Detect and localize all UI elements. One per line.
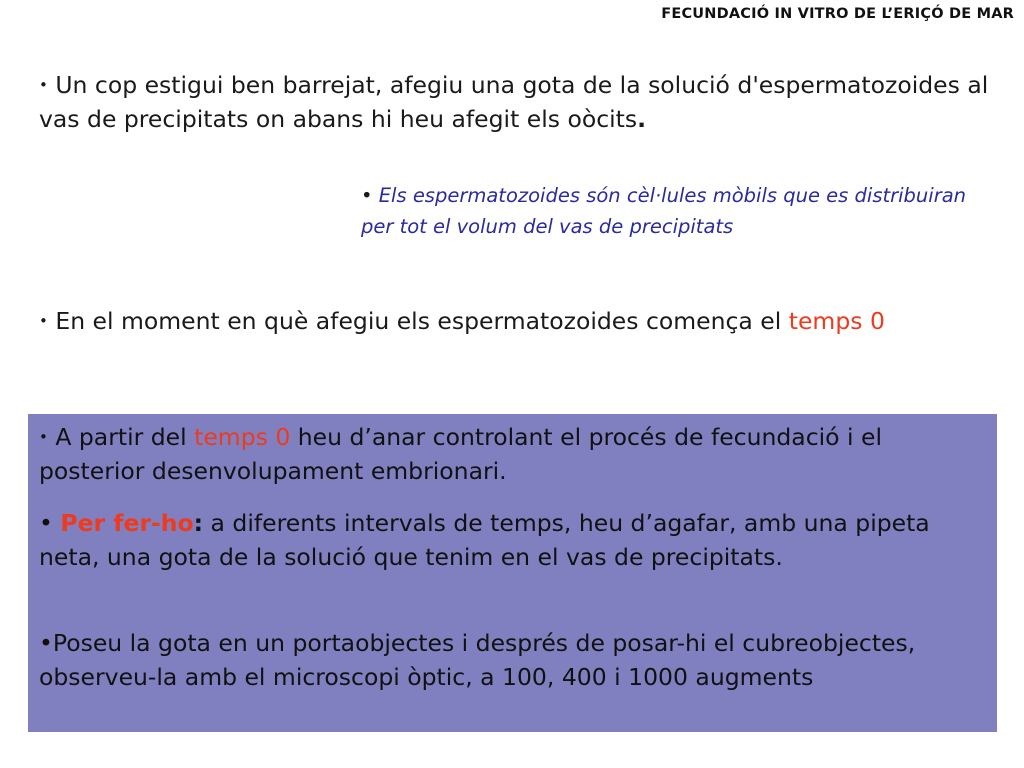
box-text: heu d’anar controlant el procés de fecundació i el posterior desenvolupament embrionari. [39, 423, 882, 485]
box-text: Poseu la gota en un portaobjectes i després de posar-hi el cubreobjectes, observeu-la amb el microscopi òptic, a 100, 400 i 1000 augments [39, 629, 916, 691]
procedure-colon: : [193, 509, 204, 537]
box-bullet-microscope [39, 626, 994, 694]
time-zero-highlight: temps 0 [194, 423, 291, 451]
bullet-text: En el moment en què afegiu els espermatozoides comença el [55, 307, 789, 335]
bullet-period: . [637, 105, 647, 133]
bullet-marker: • [39, 428, 48, 446]
box-text: A partir del [55, 423, 195, 451]
bullet-paragraph-mixing [39, 68, 999, 136]
box-bullet-procedure [39, 506, 994, 574]
box-text: a diferents intervals de temps, heu d’agafar, amb una pipeta neta, una gota de la solució que tenim en el vas de precipitats. [39, 509, 930, 571]
bullet-marker: • [39, 76, 48, 94]
bullet-marker: • [39, 509, 53, 537]
time-zero-highlight: temps 0 [788, 307, 885, 335]
bullet-marker: • [39, 312, 48, 330]
box-bullet-control [39, 420, 994, 488]
slide-title: FECUNDACIÓ IN VITRO DE L’ERIÇÓ DE MAR [661, 6, 1014, 22]
bullet-marker: • [361, 184, 373, 207]
bullet-marker: • [39, 629, 53, 657]
procedure-label: Per fer-ho [60, 509, 194, 537]
instructions-box [28, 414, 997, 732]
bullet-paragraph-time-zero [39, 304, 999, 338]
note-text: Els espermatozoides són cèl·lules mòbils que es distribuiran per tot el volum del vas de precipitats [361, 184, 967, 238]
bullet-text: Un cop estigui ben barrejat, afegiu una gota de la solució d'espermatozoides al vas de precipitats on abans hi heu afegit els oòcits [39, 71, 989, 133]
note-sperm-motility [361, 180, 981, 242]
